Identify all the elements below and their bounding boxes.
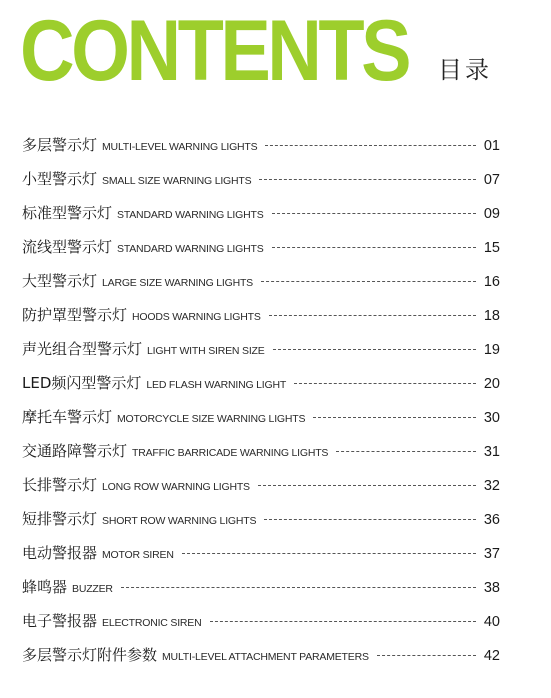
- toc-entry-page-number: 42: [483, 648, 500, 664]
- toc-entry-english-title: SHORT ROW WARNING LIGHTS: [102, 515, 257, 527]
- toc-entry-page-number: 32: [483, 478, 500, 494]
- toc-entry[interactable]: [22, 236, 500, 270]
- toc-entry-page-number: 15: [483, 240, 500, 256]
- toc-entry-chinese-title: 声光组合型警示灯: [22, 340, 143, 358]
- toc-entry[interactable]: [22, 202, 500, 236]
- toc-entry[interactable]: [22, 168, 500, 202]
- toc-entry[interactable]: [22, 372, 500, 406]
- toc-entry-english-title: TRAFFIC BARRICADE WARNING LIGHTS: [132, 447, 329, 459]
- toc-entry-page-number: 07: [483, 172, 500, 188]
- dotted-leader: [272, 213, 476, 214]
- toc-entry-english-title: MULTI-LEVEL ATTACHMENT PARAMETERS: [162, 651, 369, 663]
- toc-entry-chinese-title: 多层警示灯附件参数: [22, 646, 158, 664]
- toc-entry-page-number: 01: [483, 138, 500, 154]
- page-title: CONTENTS: [20, 3, 409, 99]
- toc-entry-english-title: LARGE SIZE WARNING LIGHTS: [102, 277, 253, 289]
- dotted-leader: [294, 383, 476, 384]
- toc-entry-page-number: 18: [483, 308, 500, 324]
- toc-entry-chinese-title: 标准型警示灯: [22, 204, 113, 222]
- toc-entry[interactable]: [22, 576, 500, 610]
- toc-entry-english-title: LIGHT WITH SIREN SIZE: [147, 345, 265, 357]
- dotted-leader: [336, 451, 476, 452]
- toc-entry[interactable]: [22, 134, 500, 168]
- toc-entry[interactable]: [22, 406, 500, 440]
- dotted-leader: [210, 621, 477, 622]
- toc-entry-page-number: 19: [483, 342, 500, 358]
- dotted-leader: [265, 145, 476, 146]
- toc-entry-chinese-title: 电动警报器: [22, 544, 98, 562]
- toc-entry-english-title: SMALL SIZE WARNING LIGHTS: [102, 175, 252, 187]
- toc-entry-english-title: HOODS WARNING LIGHTS: [132, 311, 261, 323]
- toc-entry-chinese-title: 防护罩型警示灯: [22, 306, 128, 324]
- toc-entry[interactable]: [22, 644, 500, 678]
- dotted-leader: [259, 179, 476, 180]
- toc-entry-english-title: STANDARD WARNING LIGHTS: [117, 209, 264, 221]
- dotted-leader: [182, 553, 476, 554]
- toc-entry-english-title: MOTOR SIREN: [102, 549, 174, 561]
- toc-entry[interactable]: [22, 270, 500, 304]
- toc-entry-chinese-title: 大型警示灯: [22, 272, 98, 290]
- dotted-leader: [272, 247, 476, 248]
- toc-entry-chinese-title: 电子警报器: [22, 612, 98, 630]
- header: [0, 0, 551, 100]
- toc-entry[interactable]: [22, 304, 500, 338]
- page-subtitle: 目录: [438, 56, 492, 84]
- toc-entry-chinese-title: 短排警示灯: [22, 510, 98, 528]
- toc-entry-page-number: 36: [483, 512, 500, 528]
- toc-entry-chinese-title: 长排警示灯: [22, 476, 98, 494]
- dotted-leader: [377, 655, 476, 656]
- toc-entry-english-title: MOTORCYCLE SIZE WARNING LIGHTS: [117, 413, 306, 425]
- dotted-leader: [261, 281, 476, 282]
- dotted-leader: [264, 519, 476, 520]
- toc-entry-chinese-title: 交通路障警示灯: [22, 442, 128, 460]
- toc-entry[interactable]: [22, 508, 500, 542]
- table-of-contents: [22, 134, 500, 678]
- toc-entry-english-title: BUZZER: [72, 583, 113, 595]
- toc-entry-chinese-title: LED频闪型警示灯: [22, 374, 142, 392]
- toc-entry-page-number: 31: [483, 444, 500, 460]
- toc-entry-chinese-title: 多层警示灯: [22, 136, 98, 154]
- toc-entry-page-number: 38: [483, 580, 500, 596]
- dotted-leader: [269, 315, 476, 316]
- toc-entry-english-title: STANDARD WARNING LIGHTS: [117, 243, 264, 255]
- dotted-leader: [121, 587, 476, 588]
- toc-entry-page-number: 40: [483, 614, 500, 630]
- toc-entry-chinese-title: 摩托车警示灯: [22, 408, 113, 426]
- toc-entry-chinese-title: 小型警示灯: [22, 170, 98, 188]
- toc-entry[interactable]: [22, 542, 500, 576]
- dotted-leader: [258, 485, 476, 486]
- toc-entry-page-number: 37: [483, 546, 500, 562]
- dotted-leader: [273, 349, 476, 350]
- toc-entry-page-number: 16: [483, 274, 500, 290]
- toc-entry-english-title: LONG ROW WARNING LIGHTS: [102, 481, 250, 493]
- dotted-leader: [313, 417, 476, 418]
- toc-entry-chinese-title: 蜂鸣器: [22, 578, 68, 596]
- toc-entry[interactable]: [22, 338, 500, 372]
- toc-entry[interactable]: [22, 474, 500, 508]
- toc-entry-chinese-title: 流线型警示灯: [22, 238, 113, 256]
- toc-entry-english-title: ELECTRONIC SIREN: [102, 617, 202, 629]
- toc-entry-english-title: MULTI-LEVEL WARNING LIGHTS: [102, 141, 258, 153]
- toc-entry-page-number: 09: [483, 206, 500, 222]
- toc-entry-page-number: 30: [483, 410, 500, 426]
- toc-entry-english-title: LED FLASH WARNING LIGHT: [146, 379, 287, 391]
- toc-entry[interactable]: [22, 610, 500, 644]
- toc-entry[interactable]: [22, 440, 500, 474]
- toc-entry-page-number: 20: [483, 376, 500, 392]
